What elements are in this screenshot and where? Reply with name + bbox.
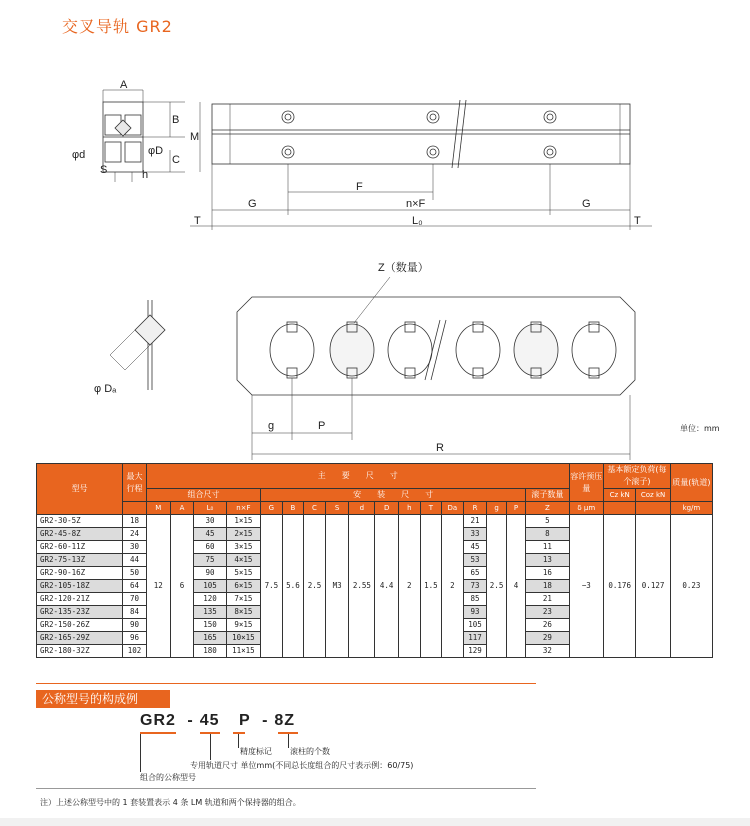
lead-precision [238,734,239,748]
dim-dd: φD [148,145,164,157]
table-row: GR2-135-23Z 84 135 8×15 93 23 [37,606,713,619]
cage-drawing [60,255,660,432]
table-row: GR2-150-26Z 90 150 9×15 105 26 [37,619,713,632]
rail-drawing [60,80,660,235]
unit-label: 单位：mm [680,424,720,433]
cz-head: Cz kN [604,489,636,502]
table-row: GR2-45-8Z 24 45 2×15 33 8 [37,528,713,541]
dim-s: S [100,164,108,176]
group-main: 主 要 尺 寸 [146,464,569,489]
table-row: GR2-180-32Z 102 180 11×15 129 32 [37,645,713,658]
label-length: 专用轨道尺寸 单位mm(不同总长度组合的尺寸表示例：60/75) [190,761,414,770]
label-r: R [436,442,444,454]
underline-precision [233,732,245,734]
code-section-heading: 公称型号的构成例 [36,690,170,708]
dim-t-right: T [634,215,641,227]
coz-head: Coz kN [636,489,670,502]
group-fit: 组合尺寸 [146,489,260,502]
model-code: GR2 - 45 P - 8Z [140,712,296,729]
dim-m: M [190,131,200,143]
col-load: 基本额定负荷(每个滚子) [604,464,671,489]
label-da: φ Dₐ [94,383,117,395]
label-z: Z（数量） [378,262,429,274]
table-row: GR2-30-5Z 18 12 6 30 1×15 7.5 5.6 2.5 M3 2.55 4.4 2 1.5 2 21 2.5 4 5 −3 0.176 0.127 0.23 [37,515,713,528]
table-row: GR2-120-21Z 70 120 7×15 85 21 [37,593,713,606]
page-title: 交叉导轨 GR2 [62,17,173,36]
col-model: 型号 [37,464,123,515]
dim-g-left: G [248,198,257,210]
dim-b: B [172,114,180,126]
stroke-unit [123,502,147,515]
col-tolerance: 容许预压量 [569,464,603,502]
label-precision: 精度标记 [240,747,272,756]
table-row: GR2-90-16Z 50 90 5×15 65 16 [37,567,713,580]
dim-d: φd [72,149,86,161]
footnote: 注）上述公称型号中的 1 套装置表示 4 条 LM 轨道和两个保持器的组合。 [40,798,301,807]
underline-combo [140,732,176,734]
table-row: GR2-105-18Z 64 105 6×15 73 18 [37,580,713,593]
lead-rollers [288,734,289,748]
dim-h: h [142,169,149,181]
col-mass: 质量(轨道) [670,464,712,502]
lead-combo [140,734,141,772]
table-row: GR2-60-11Z 30 60 3×15 45 11 [37,541,713,554]
footer-band [0,818,750,826]
dim-g-right: G [582,198,591,210]
note-divider [36,788,536,789]
dim-t-left: T [194,215,201,227]
label-p: P [318,420,326,432]
col-roller-count: 滚子数量 [526,489,569,502]
label-g: g [268,420,275,432]
dim-nf: n×F [406,198,426,210]
col-stroke: 最大行程 [123,464,147,502]
lead-length [210,734,211,760]
label-combo: 组合的公称型号 [140,773,196,782]
table-row: GR2-165-29Z 96 165 10×15 117 29 [37,632,713,645]
table-row: GR2-75-13Z 44 75 4×15 53 13 [37,554,713,567]
dim-l0: L₀ [412,215,423,227]
dim-c: C [172,154,180,166]
dim-f: F [356,181,363,193]
label-rollers: 滚柱的个数 [290,747,330,756]
group-install: 安 装 尺 寸 [261,489,526,502]
spec-table: 型号 最大行程 主 要 尺 寸 容许预压量 基本额定负荷(每个滚子) 质量(轨道) 组合尺寸 安 装 尺 寸 滚子数量 Cz kN Coz kN M A L₀ n×F G B C S d D h T Da R g P Z δ μm kg/m GR2-30-5Z 18 12 6 30 1×15 7.5 5.6 2.5 M3 2.55 4.4 2 1.5 2 21 2.5 4 5 −3 0.176 0.127 0.23 GR2-45-8Z 24 45 2×15 33 8 GR2-60-11Z 30 60 3×15 45 11 GR2-75-13Z 44 75 4×15 53 13 GR2-90-16Z 50 90 5×15 65 16 GR2-105-18Z 64 105 6×15 73 18 GR2-120-21Z 70 120 7×15 85 21 GR2-135-23Z 84 135 8×15 93 23 GR2-150-26Z 90 150 9×15 105 26 GR2-165-29Z 96 165 10×15 117 29 GR2-180-32Z 102 180 11×15 129 32 [36,463,713,658]
dim-a: A [120,79,128,91]
r-dimension [240,440,640,462]
section-divider [36,683,536,684]
